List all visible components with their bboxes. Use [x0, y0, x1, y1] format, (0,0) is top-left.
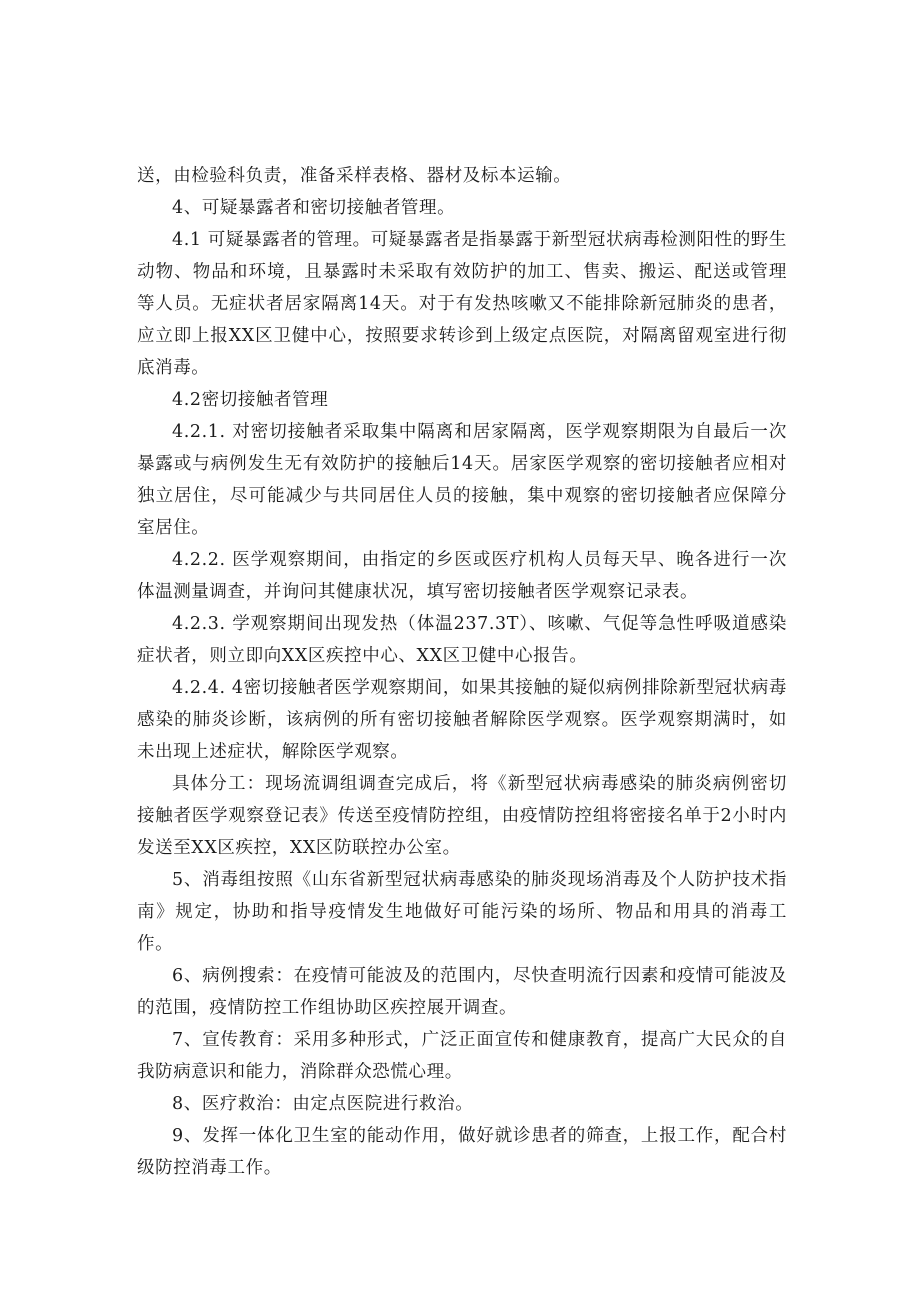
section-8-paragraph: 8、医疗救治：由定点医院进行救治。: [172, 1094, 474, 1114]
section-4-2-3-paragraph: 4.2.3. 学观察期间出现发热（体温237.3T）、咳嗽、气促等急性呼吸道感染症状者，则立即向XX区疾控中心、XX区卫健中心报告。: [137, 614, 787, 666]
section-7-paragraph: 7、宣传教育：采用多种形式，广泛正面宣传和健康教育，提高广大民众的自我防病意识和能力，消除群众恐慌心理。: [137, 1030, 787, 1082]
section-4-heading: 4、可疑暴露者和密切接触者管理。: [172, 198, 456, 218]
section-4-2-2-paragraph: 4.2.2. 医学观察期间，由指定的乡医或医疗机构人员每天早、晚各进行一次体温测量调查，并询问其健康状况，填写密切接触者医学观察记录表。: [137, 550, 787, 602]
section-5-paragraph: 5、消毒组按照《山东省新型冠状病毒感染的肺炎现场消毒及个人防护技术指南》规定，协助和指导疫情发生地做好可能污染的场所、物品和用具的消毒工作。: [137, 870, 787, 954]
section-9-paragraph: 9、发挥一体化卫生室的能动作用，做好就诊患者的筛查，上报工作，配合村级防控消毒工作。: [137, 1126, 787, 1178]
document-body: [137, 160, 787, 1184]
paragraph-continued: 送，由检验科负责，准备采样表格、器材及标本运输。: [137, 166, 572, 186]
section-6-paragraph: 6、病例搜索：在疫情可能波及的范围内，尽快查明流行因素和疫情可能波及的范围，疫情防控工作组协助区疾控展开调查。: [137, 966, 787, 1018]
section-4-1-paragraph: 4.1 可疑暴露者的管理。可疑暴露者是指暴露于新型冠状病毒检测阳性的野生动物、物品和环境，且暴露时未采取有效防护的加工、售卖、搬运、配送或管理等人员。无症状者居家隔离14天。对于有发热咳嗽又不能排除新冠肺炎的患者，应立即上报XX区卫健中心，按照要求转诊到上级定点医院，对隔离留观室进行彻底消毒。: [137, 230, 787, 378]
section-4-2-4-paragraph: 4.2.4. 4密切接触者医学观察期间，如果其接触的疑似病例排除新型冠状病毒感染的肺炎诊断，该病例的所有密切接触者解除医学观察。医学观察期满时，如未出现上述症状，解除医学观察。: [137, 678, 787, 762]
division-of-labor-paragraph: 具体分工：现场流调组调查完成后，将《新型冠状病毒感染的肺炎病例密切接触者医学观察登记表》传送至疫情防控组，由疫情防控组将密接名单于2小时内发送至XX区疾控，XX区防联控办公室。: [137, 774, 787, 858]
section-4-2-heading: 4.2密切接触者管理: [172, 390, 329, 410]
section-4-2-1-paragraph: 4.2.1. 对密切接触者采取集中隔离和居家隔离，医学观察期限为自最后一次暴露或与病例发生无有效防护的接触后14天。居家医学观察的密切接触者应相对独立居住，尽可能减少与共同居住人员的接触，集中观察的密切接触者应保障分室居住。: [137, 422, 787, 538]
